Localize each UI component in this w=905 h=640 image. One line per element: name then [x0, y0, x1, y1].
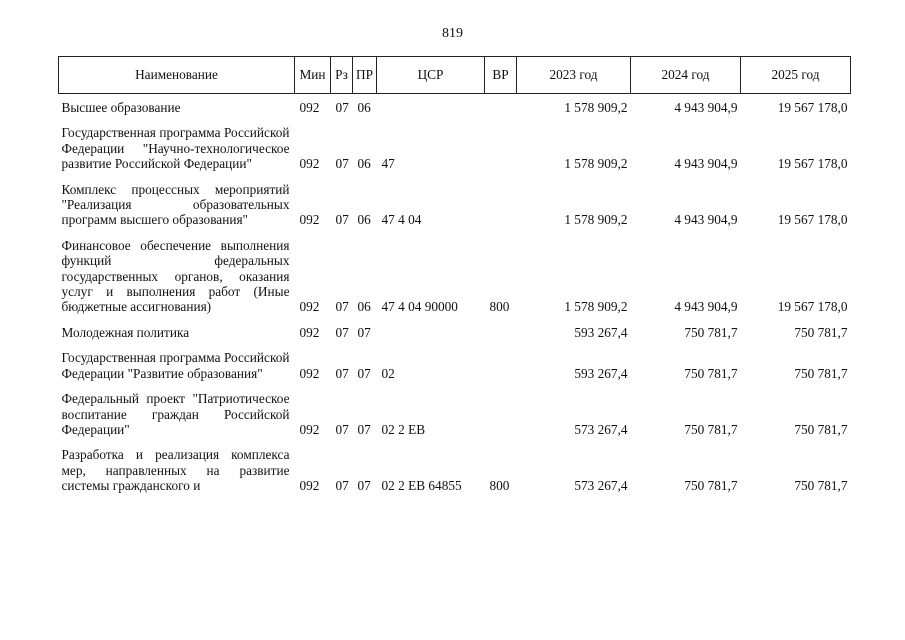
- row-csr: 47: [381, 156, 395, 172]
- row-2025: 19 567 178,0: [777, 299, 848, 315]
- row-rz: 07: [335, 324, 349, 340]
- row-rz: 07: [335, 100, 349, 115]
- table-row: [59, 350, 851, 381]
- row-vr: [485, 391, 517, 437]
- row-vr: 800: [489, 478, 510, 494]
- table-row: [59, 182, 851, 228]
- row-2025: 750 781,7: [794, 421, 848, 437]
- header-pr: ПР: [353, 57, 377, 94]
- row-name: Государственная программа Российской Федерации "Развитие образования": [61, 350, 290, 381]
- row-pr: 07: [357, 365, 371, 381]
- row-min: 092: [299, 100, 320, 115]
- row-csr: 02 2 EB 64855: [381, 478, 462, 494]
- row-2024: 4 943 904,9: [674, 100, 738, 115]
- row-pr: 06: [357, 299, 371, 315]
- row-2024: 4 943 904,9: [674, 156, 738, 172]
- table-row: [59, 100, 851, 115]
- row-pr: 06: [357, 212, 371, 228]
- row-name: Комплекс процессных мероприятий "Реализация образовательных программ высшего образования": [61, 181, 290, 228]
- row-2023: 1 578 909,2: [564, 100, 628, 115]
- row-csr: [377, 100, 485, 115]
- row-rz: 07: [335, 421, 349, 437]
- table-row: [59, 238, 851, 315]
- budget-table: [58, 56, 851, 494]
- row-2024: 4 943 904,9: [674, 299, 738, 315]
- header-2023: 2023 год: [517, 57, 631, 94]
- table-body: [59, 94, 851, 494]
- row-rz: 07: [335, 299, 349, 315]
- table-row: [59, 391, 851, 437]
- row-vr: 800: [489, 299, 510, 315]
- row-min: 092: [299, 156, 320, 172]
- table-header-row: [59, 57, 851, 94]
- row-2023: 593 267,4: [574, 324, 628, 340]
- row-csr: 02 2 EB: [381, 421, 426, 437]
- row-min: 092: [299, 324, 320, 340]
- row-name: Государственная программа Российской Федерации "Научно-технологическое развитие Российской Федерации": [61, 125, 290, 172]
- row-min: 092: [299, 299, 320, 315]
- row-2025: 19 567 178,0: [777, 212, 848, 228]
- row-vr: [485, 182, 517, 228]
- row-min: 092: [299, 421, 320, 437]
- row-pr: 07: [357, 421, 371, 437]
- row-min: 092: [299, 212, 320, 228]
- row-2023: 1 578 909,2: [564, 212, 628, 228]
- row-rz: 07: [335, 365, 349, 381]
- header-rz: Рз: [331, 57, 353, 94]
- row-csr: 02: [381, 365, 395, 381]
- table-row: [59, 125, 851, 171]
- header-vr: ВР: [485, 57, 517, 94]
- row-2024: 4 943 904,9: [674, 212, 738, 228]
- row-2023: 573 267,4: [574, 421, 628, 437]
- row-pr: 06: [357, 156, 371, 172]
- row-name: Молодежная политика: [61, 324, 190, 340]
- row-2025: 19 567 178,0: [777, 100, 848, 115]
- row-pr: 07: [357, 478, 371, 494]
- row-rz: 07: [335, 156, 349, 172]
- row-min: 092: [299, 365, 320, 381]
- table-row: [59, 447, 851, 493]
- header-csr: ЦСР: [377, 57, 485, 94]
- row-2023: 573 267,4: [574, 478, 628, 494]
- row-vr: [485, 125, 517, 171]
- header-min: Мин: [295, 57, 331, 94]
- header-2025: 2025 год: [741, 57, 851, 94]
- row-name: Финансовое обеспечение выполнения функций федеральных государственных органов, оказания услуг и выполнения работ (Иные бюджетные ассигнования): [61, 237, 290, 315]
- row-pr: 06: [357, 100, 371, 115]
- row-rz: 07: [335, 478, 349, 494]
- row-2025: 750 781,7: [794, 324, 848, 340]
- row-2023: 1 578 909,2: [564, 299, 628, 315]
- row-name: Разработка и реализация комплекса мер, направленных на развитие системы гражданского и: [61, 447, 290, 494]
- row-vr: [485, 100, 517, 115]
- row-2024: 750 781,7: [684, 324, 738, 340]
- row-name: Федеральный проект "Патриотическое воспитание граждан Российской Федерации": [61, 391, 290, 437]
- row-2025: 19 567 178,0: [777, 156, 848, 172]
- row-csr: [377, 325, 485, 340]
- row-vr: [485, 325, 517, 340]
- row-2023: 1 578 909,2: [564, 156, 628, 172]
- row-rz: 07: [335, 212, 349, 228]
- row-2024: 750 781,7: [684, 478, 738, 494]
- row-vr: [485, 350, 517, 381]
- row-2023: 593 267,4: [574, 365, 628, 381]
- row-min: 092: [299, 478, 320, 494]
- row-2024: 750 781,7: [684, 421, 738, 437]
- row-csr: 47 4 04: [381, 212, 422, 228]
- row-name: Высшее образование: [61, 100, 181, 115]
- row-pr: 07: [357, 324, 371, 340]
- table-row: [59, 325, 851, 340]
- row-2025: 750 781,7: [794, 365, 848, 381]
- page-number: 819: [442, 26, 463, 41]
- row-2024: 750 781,7: [684, 365, 738, 381]
- row-2025: 750 781,7: [794, 478, 848, 494]
- header-name: Наименование: [59, 57, 295, 94]
- row-csr: 47 4 04 90000: [381, 299, 458, 315]
- header-2024: 2024 год: [631, 57, 741, 94]
